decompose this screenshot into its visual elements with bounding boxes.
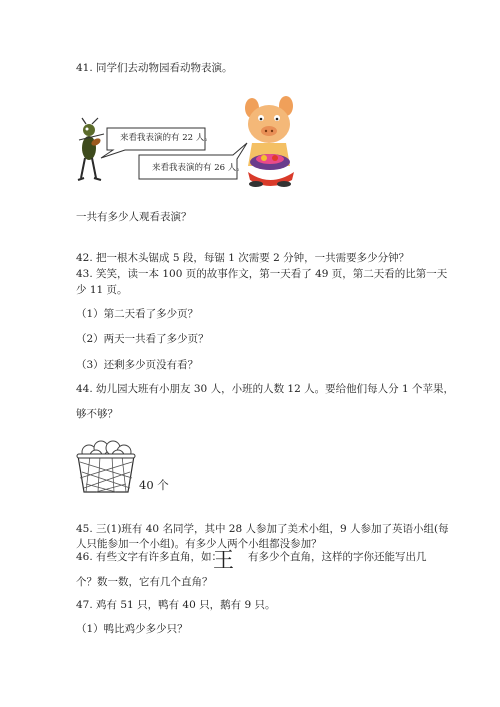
- q44-line1: 44. 幼儿园大班有小朋友 30 人，小班的人数 12 人。要给他们每人分 1 个苹果，: [76, 383, 454, 395]
- q45-line1: 45. 三(1)班有 40 名同学，其中 28 人参加了美术小组，9 人参加了英语小组(每: [76, 523, 449, 535]
- q43-sub1: （1）第二天看了多少页？: [76, 308, 199, 320]
- bubble-left-text: 来看我表演的有 22 人。: [120, 133, 213, 143]
- q44-line2: 够不够？: [76, 408, 118, 420]
- q46-line1b: 有多少个直角，这样的字你还能写出几: [248, 551, 427, 563]
- q41-title: 41. 同学们去动物园看动物表演。: [76, 62, 233, 74]
- apple-basket-icon: [76, 438, 136, 496]
- q46-line1a: 46. 有些文字有许多直角，如：: [76, 551, 223, 563]
- q46-line2: 个？数一数，它有几个直角？: [76, 576, 213, 588]
- pig-with-basket-icon: [242, 96, 300, 188]
- bubble-right-text: 来看我表演的有 26 人。: [152, 163, 245, 173]
- q47-sub1: （1）鸭比鸡少多少只？: [76, 623, 188, 635]
- q43-sub3: （3）还剩多少页没有看？: [76, 359, 199, 371]
- q41-question: 一共有多少人观看表演？: [76, 211, 192, 223]
- q42-text: 42. 把一根木头锯成 5 段，每锯 1 次需要 2 分钟，一共需要多少分钟？: [76, 252, 410, 264]
- q43-line1: 43. 笑笑，读一本 100 页的故事作文，第一天看了 49 页，第二天看的比第一天: [76, 268, 448, 280]
- q43-sub2: （2）两天一共看了多少页？: [76, 333, 209, 345]
- q45-line2: 人只能参加一个小组)。有多少人两个小组都没参加？: [76, 538, 322, 550]
- q47-line1: 47. 鸡有 51 只，鸭有 40 只，鹅有 9 只。: [76, 599, 276, 611]
- wang-character-glyph: 王: [213, 548, 234, 572]
- basket-count-label: 40 个: [139, 478, 169, 492]
- q43-line2: 少 11 页。: [76, 284, 128, 296]
